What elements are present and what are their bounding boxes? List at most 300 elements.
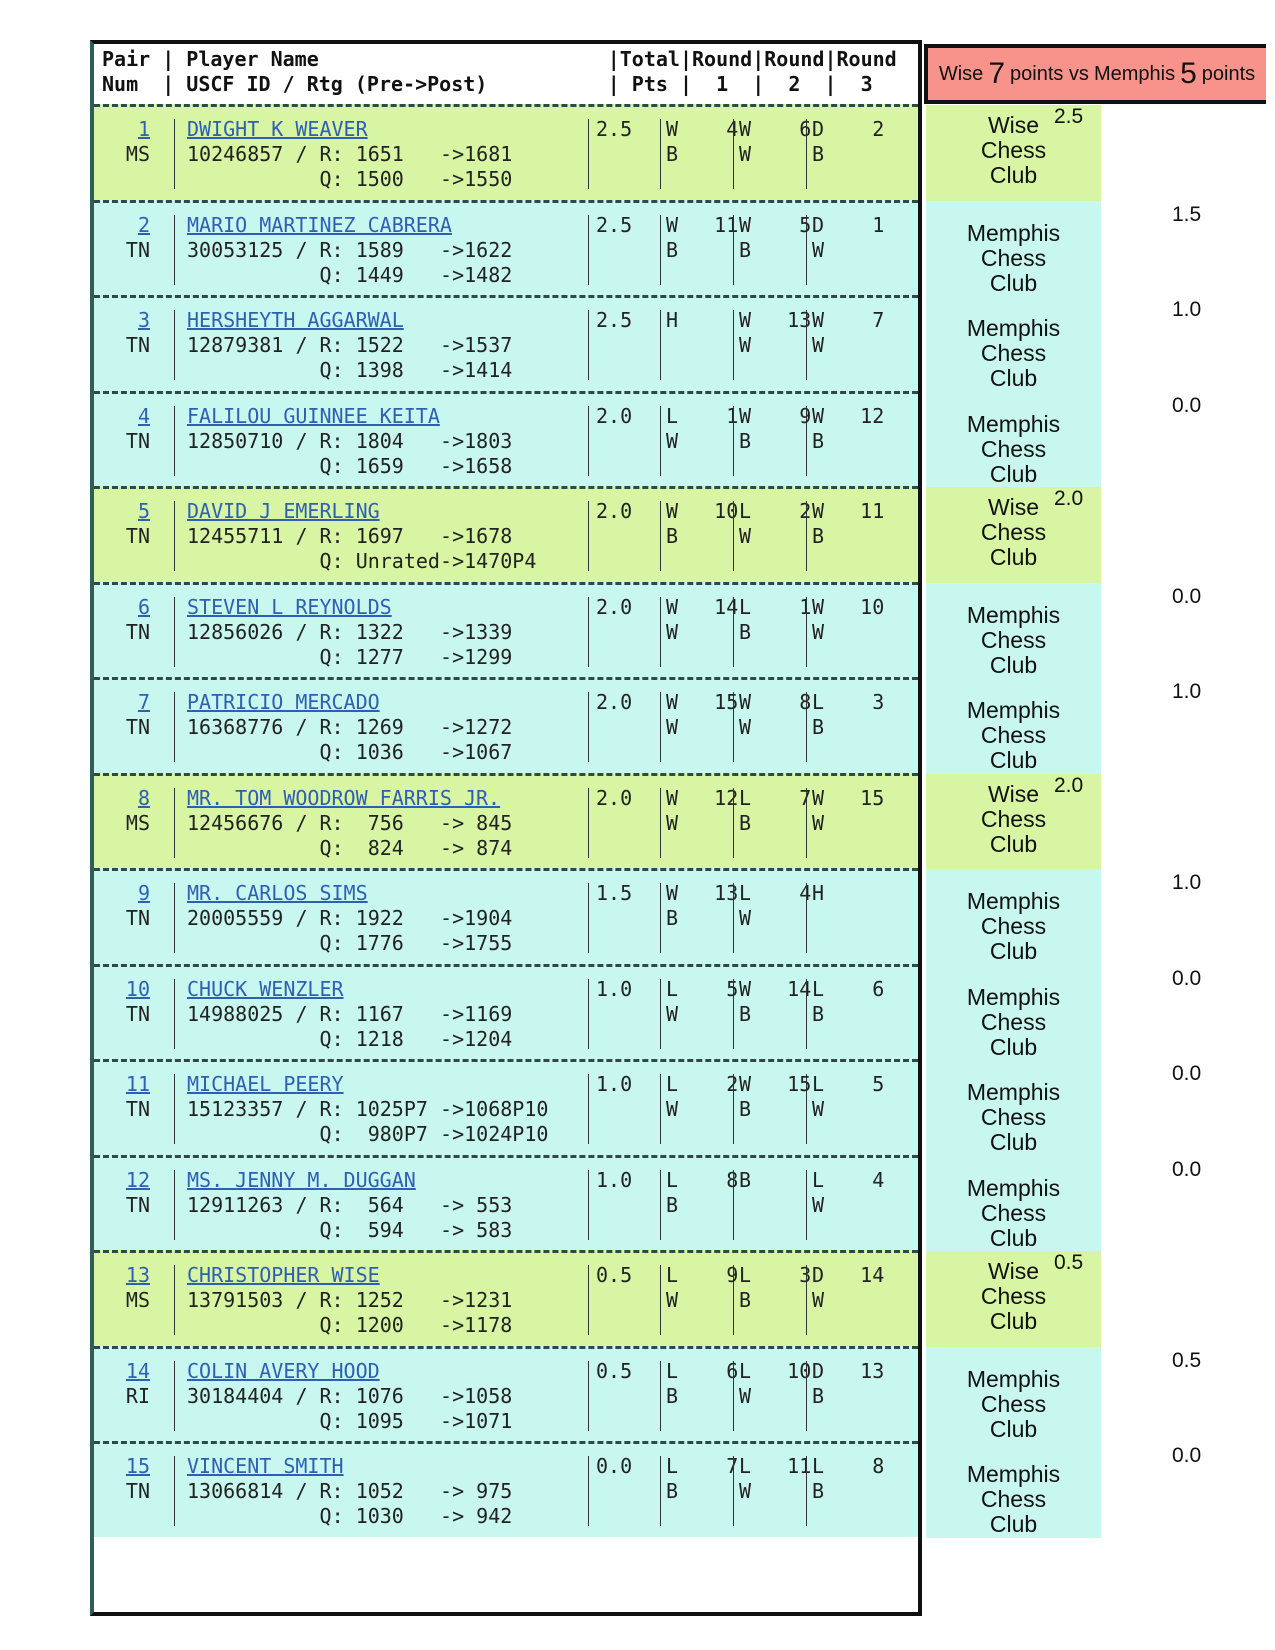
total-points: 2.5 <box>596 212 633 237</box>
column-separator <box>588 1265 589 1335</box>
player-state: TN <box>125 906 150 930</box>
rating-post: ->1537 <box>440 333 513 357</box>
rating-pre: 1252 <box>355 1288 404 1312</box>
club-name: Memphis Chess Club <box>966 888 1061 964</box>
column-separator <box>806 1074 807 1144</box>
quick-rating-post: ->1414 <box>440 358 513 382</box>
points-label: points <box>1201 62 1256 85</box>
rating-q-label: Q: <box>319 549 344 573</box>
round-1-result: W 15 <box>666 690 739 714</box>
player-name-link[interactable]: DAVID J EMERLING <box>187 499 380 523</box>
uscf-id: 12850710 <box>187 428 284 453</box>
rating-pre: 1052 <box>355 1479 404 1503</box>
rating-r-label: / R: <box>295 428 344 453</box>
rating-q-label: Q: <box>319 1313 344 1337</box>
pair-number-link[interactable]: 5 <box>137 499 150 523</box>
round-1-result: H <box>666 308 679 332</box>
quick-rating-post: ->1067 <box>440 740 513 764</box>
round-3-result: L 4 <box>812 1167 885 1192</box>
uscf-id: 10246857 <box>187 142 284 166</box>
round-3-result: W 15 <box>812 785 885 810</box>
rating-pre: 1651 <box>355 142 404 166</box>
player-state: TN <box>125 1001 150 1026</box>
round-3-color: W <box>812 619 825 644</box>
uscf-id: 13066814 <box>187 1479 284 1503</box>
pair-number-link[interactable]: 1 <box>137 117 150 141</box>
uscf-id: 12879381 <box>187 333 284 357</box>
player-name-link[interactable]: DWIGHT K WEAVER <box>187 117 368 141</box>
club-name: Memphis Chess Club <box>966 983 1061 1060</box>
club-cell <box>926 965 1101 1061</box>
column-separator <box>660 788 661 858</box>
player-name-link[interactable]: CHRISTOPHER WISE <box>187 1263 380 1287</box>
column-separator <box>806 1456 807 1526</box>
round-3-color: B <box>812 1383 825 1408</box>
rating-pre: 1025P7 <box>355 1097 428 1121</box>
total-points: 1.5 <box>596 881 633 905</box>
column-separator <box>806 883 807 953</box>
player-name-link[interactable]: MR. TOM WOODROW FARRIS JR. <box>187 785 501 810</box>
round-2-result: L 3 <box>739 1263 812 1287</box>
column-separator <box>733 1361 734 1431</box>
column-separator <box>174 1456 175 1526</box>
memphis-player-points: 0.0 <box>1172 393 1202 417</box>
round-2-color: W <box>739 715 752 739</box>
column-separator <box>660 597 661 667</box>
points-vs-label: points vs <box>1010 62 1089 85</box>
rating-q-label: Q: <box>319 1217 344 1242</box>
club-name: Memphis Chess Club <box>966 315 1061 391</box>
column-separator <box>733 597 734 667</box>
club-cell <box>926 1156 1101 1252</box>
player-name-link[interactable]: MARIO MARTINEZ CABRERA <box>187 212 452 237</box>
rating-pre: 564 <box>355 1192 404 1217</box>
quick-rating-pre: 1659 <box>355 453 404 478</box>
memphis-player-points: 1.0 <box>1172 298 1202 321</box>
table-row <box>94 295 918 391</box>
team-b-points: 5 <box>1180 57 1197 90</box>
column-separator <box>660 1456 661 1526</box>
column-separator <box>733 215 734 285</box>
round-1-color: B <box>666 1192 679 1217</box>
quick-rating-pre: 1449 <box>355 262 404 287</box>
player-name-link[interactable]: HERSHEYTH AGGARWAL <box>187 308 404 332</box>
rating-pre: 1804 <box>355 428 404 453</box>
round-2-result: W 5 <box>739 212 812 237</box>
round-2-color: W <box>739 1479 752 1503</box>
round-3-color: W <box>812 1097 825 1121</box>
round-2-result: L 2 <box>739 499 812 523</box>
rating-r-label: / R: <box>295 906 344 930</box>
round-1-result: L 8 <box>666 1167 739 1192</box>
round-3-color: W <box>812 1192 825 1217</box>
round-2-result: W 9 <box>739 403 812 428</box>
column-separator <box>588 406 589 476</box>
quick-rating-pre: 1500 <box>355 167 404 191</box>
table-row <box>94 486 918 582</box>
rating-r-label: / R: <box>295 810 344 835</box>
player-name-link[interactable]: MR. CARLOS SIMS <box>187 881 368 905</box>
pair-number-link[interactable]: 2 <box>137 212 150 237</box>
pair-number-link[interactable]: 15 <box>125 1454 150 1478</box>
club-name: Memphis Chess Club <box>966 410 1061 487</box>
club-cell <box>926 1442 1101 1538</box>
round-2-result: W 6 <box>739 117 812 141</box>
round-3-color: W <box>812 810 825 835</box>
rating-post: -> 553 <box>440 1192 513 1217</box>
total-points: 0.0 <box>596 1454 633 1478</box>
pair-number-link[interactable]: 10 <box>125 976 150 1001</box>
club-cell <box>926 1060 1101 1156</box>
memphis-player-points: 1.5 <box>1172 202 1202 226</box>
uscf-id: 30053125 <box>187 237 284 262</box>
club-cell <box>926 583 1101 679</box>
round-3-color: B <box>812 524 825 548</box>
player-state: MS <box>125 1288 150 1312</box>
rating-post: ->1681 <box>440 142 513 166</box>
wise-player-points: 2.0 <box>1054 773 1084 797</box>
round-1-result: L 7 <box>666 1454 739 1478</box>
column-separator <box>588 1456 589 1526</box>
column-separator <box>806 979 807 1049</box>
rating-pre: 756 <box>355 810 404 835</box>
total-points: 2.0 <box>596 690 633 714</box>
club-name: Memphis Chess Club <box>966 219 1061 296</box>
round-2-result: L 4 <box>739 881 812 905</box>
pair-number-link[interactable]: 14 <box>125 1358 150 1383</box>
column-separator <box>660 1170 661 1240</box>
round-2-color: W <box>739 524 752 548</box>
column-separator <box>660 1265 661 1335</box>
round-3-color: B <box>812 142 825 166</box>
column-separator <box>806 501 807 571</box>
total-points: 1.0 <box>596 976 633 1001</box>
total-points: 1.0 <box>596 1167 633 1192</box>
column-separator <box>806 1170 807 1240</box>
uscf-id: 14988025 <box>187 1001 284 1026</box>
round-3-result: D 1 <box>812 212 885 237</box>
round-1-color: W <box>666 1288 679 1312</box>
rating-r-label: / R: <box>295 524 344 548</box>
club-cell <box>926 1347 1101 1443</box>
column-separator <box>588 310 589 380</box>
column-separator <box>806 406 807 476</box>
player-state: MS <box>125 142 150 166</box>
rating-pre: 1167 <box>355 1001 404 1026</box>
uscf-id: 12456676 <box>187 810 284 835</box>
round-2-color: B <box>739 428 752 453</box>
column-separator <box>174 1170 175 1240</box>
round-3-result: D 13 <box>812 1358 885 1383</box>
rating-r-label: / R: <box>295 237 344 262</box>
rating-r-label: / R: <box>295 715 344 739</box>
quick-rating-post: ->1482 <box>440 262 513 287</box>
column-separator <box>174 310 175 380</box>
rating-q-label: Q: <box>319 167 344 191</box>
rating-q-label: Q: <box>319 262 344 287</box>
club-name: Wise Chess Club <box>980 494 1047 570</box>
memphis-player-points: 0.0 <box>1172 966 1202 990</box>
round-1-result: W 13 <box>666 881 739 905</box>
pair-number-link[interactable]: 4 <box>137 403 150 428</box>
pair-number-link[interactable]: 7 <box>137 690 150 714</box>
rating-r-label: / R: <box>295 142 344 166</box>
team-b-name: Memphis <box>1093 62 1176 85</box>
round-1-result: W 14 <box>666 594 739 619</box>
round-1-result: L 5 <box>666 976 739 1001</box>
uscf-id: 30184404 <box>187 1383 284 1408</box>
rating-pre: 1269 <box>355 715 404 739</box>
round-3-color: B <box>812 428 825 453</box>
pair-number-link[interactable]: 11 <box>125 1072 150 1096</box>
round-2-color: B <box>739 1097 752 1121</box>
uscf-id: 16368776 <box>187 715 284 739</box>
club-name: Wise Chess Club <box>980 780 1047 857</box>
table-row <box>94 677 918 773</box>
column-separator <box>733 119 734 189</box>
rating-q-label: Q: <box>319 1122 344 1146</box>
round-1-color: W <box>666 1001 679 1026</box>
column-separator <box>733 1170 734 1240</box>
column-separator <box>733 883 734 953</box>
round-3-result: L 5 <box>812 1072 885 1096</box>
round-2-result: L 10 <box>739 1358 812 1383</box>
club-name: Memphis Chess Club <box>966 1461 1061 1537</box>
player-name-link[interactable]: MICHAEL PEERY <box>187 1072 344 1096</box>
column-separator <box>660 1361 661 1431</box>
round-1-color: B <box>666 1479 679 1503</box>
column-separator <box>660 1074 661 1144</box>
table-row <box>94 1250 918 1346</box>
quick-rating-post: ->1470P4 <box>440 549 537 573</box>
quick-rating-pre: 1218 <box>355 1026 404 1051</box>
quick-rating-pre: Unrated <box>355 549 440 573</box>
wise-player-points: 0.5 <box>1054 1251 1084 1274</box>
player-state: TN <box>125 428 150 453</box>
column-separator <box>174 883 175 953</box>
memphis-player-points: 0.5 <box>1172 1348 1202 1372</box>
player-name-link[interactable]: VINCENT SMITH <box>187 1454 344 1478</box>
rating-post: ->1622 <box>440 237 513 262</box>
player-name-link[interactable]: CHUCK WENZLER <box>187 976 344 1001</box>
rating-q-label: Q: <box>319 1504 344 1528</box>
team-a-points: 7 <box>988 57 1005 90</box>
column-separator <box>733 310 734 380</box>
uscf-id: 12856026 <box>187 619 284 644</box>
player-state: TN <box>125 1479 150 1503</box>
column-separator <box>588 215 589 285</box>
quick-rating-post: ->1071 <box>440 1408 513 1433</box>
table-row <box>94 964 918 1060</box>
column-separator <box>588 692 589 762</box>
player-state: TN <box>125 237 150 262</box>
rating-r-label: / R: <box>295 1479 344 1503</box>
club-cell <box>926 201 1101 297</box>
round-1-color: B <box>666 906 679 930</box>
round-2-color: W <box>739 1383 752 1408</box>
round-2-result: L 11 <box>739 1454 812 1478</box>
table-row <box>94 868 918 964</box>
round-3-result: W 10 <box>812 594 885 619</box>
column-separator <box>733 1074 734 1144</box>
uscf-id: 15123357 <box>187 1097 284 1121</box>
pair-number-link[interactable]: 13 <box>125 1263 150 1287</box>
round-2-result: B <box>739 1167 752 1192</box>
standings-table <box>90 40 922 1616</box>
player-name-link[interactable]: COLIN AVERY HOOD <box>187 1358 380 1383</box>
column-separator <box>733 979 734 1049</box>
total-points: 1.0 <box>596 1072 633 1096</box>
quick-rating-post: -> 583 <box>440 1217 513 1242</box>
round-2-result: L 7 <box>739 785 812 810</box>
round-2-color: W <box>739 333 752 357</box>
column-separator <box>174 788 175 858</box>
round-3-result: L 8 <box>812 1454 885 1478</box>
table-row <box>94 200 918 296</box>
rating-r-label: / R: <box>295 333 344 357</box>
column-separator <box>806 788 807 858</box>
rating-r-label: / R: <box>295 1097 344 1121</box>
uscf-id: 20005559 <box>187 906 284 930</box>
total-points: 2.0 <box>596 403 633 428</box>
club-name: Wise Chess Club <box>980 1258 1047 1334</box>
column-separator <box>733 406 734 476</box>
table-row <box>94 1441 918 1537</box>
round-2-color: B <box>739 237 752 262</box>
player-state: TN <box>125 1192 150 1217</box>
player-name-link[interactable]: STEVEN L REYNOLDS <box>187 594 392 619</box>
table-row <box>94 1346 918 1442</box>
column-separator <box>660 215 661 285</box>
player-name-link[interactable]: FALILOU GUINNEE KEITA <box>187 403 440 428</box>
table-row <box>94 1155 918 1251</box>
round-3-color: B <box>812 1479 825 1503</box>
round-2-color: W <box>739 906 752 930</box>
table-row <box>94 391 918 487</box>
rating-q-label: Q: <box>319 358 344 382</box>
column-separator <box>733 788 734 858</box>
quick-rating-post: ->1024P10 <box>440 1122 549 1146</box>
round-2-color: W <box>739 142 752 166</box>
pair-number-link[interactable]: 6 <box>137 594 150 619</box>
column-separator <box>174 1361 175 1431</box>
round-1-color: W <box>666 1097 679 1121</box>
rating-post: -> 975 <box>440 1479 513 1503</box>
quick-rating-post: ->1755 <box>440 931 513 955</box>
club-name: Wise Chess Club <box>980 112 1047 188</box>
player-state: TN <box>125 715 150 739</box>
round-1-result: L 9 <box>666 1263 739 1287</box>
quick-rating-pre: 1200 <box>355 1313 404 1337</box>
round-1-result: W 10 <box>666 499 739 523</box>
column-separator <box>660 692 661 762</box>
column-separator <box>588 979 589 1049</box>
quick-rating-pre: 1398 <box>355 358 404 382</box>
quick-rating-pre: 1776 <box>355 931 404 955</box>
rating-post: ->1678 <box>440 524 513 548</box>
table-row <box>94 1059 918 1155</box>
column-separator <box>174 979 175 1049</box>
quick-rating-post: -> 942 <box>440 1504 513 1528</box>
round-2-result: W 14 <box>739 976 812 1001</box>
round-2-result: L 1 <box>739 594 812 619</box>
column-separator <box>733 692 734 762</box>
column-separator <box>588 501 589 571</box>
column-separator <box>588 883 589 953</box>
club-name: Memphis Chess Club <box>966 697 1061 773</box>
pair-number-link[interactable]: 12 <box>125 1167 150 1192</box>
round-3-color: B <box>812 715 825 739</box>
round-2-color: B <box>739 1288 752 1312</box>
column-separator <box>733 1456 734 1526</box>
round-3-color: W <box>812 237 825 262</box>
pair-number-link[interactable]: 8 <box>137 785 150 810</box>
club-name: Memphis Chess Club <box>966 1174 1061 1251</box>
round-1-result: W 4 <box>666 117 739 141</box>
column-separator <box>174 597 175 667</box>
round-1-result: L 2 <box>666 1072 739 1096</box>
round-3-result: W 11 <box>812 499 885 523</box>
round-1-result: W 11 <box>666 212 739 237</box>
rating-post: ->1231 <box>440 1288 513 1312</box>
quick-rating-post: -> 874 <box>440 835 513 860</box>
round-1-color: W <box>666 715 679 739</box>
table-row <box>94 104 918 200</box>
column-separator <box>806 215 807 285</box>
column-separator <box>806 310 807 380</box>
player-name-link[interactable]: MS. JENNY M. DUGGAN <box>187 1167 416 1192</box>
column-separator <box>588 1074 589 1144</box>
rating-r-label: / R: <box>295 1192 344 1217</box>
rating-pre: 1322 <box>355 619 404 644</box>
quick-rating-post: ->1204 <box>440 1026 513 1051</box>
column-separator <box>174 215 175 285</box>
column-separator <box>660 310 661 380</box>
column-separator <box>588 1170 589 1240</box>
total-points: 0.5 <box>596 1358 633 1383</box>
round-1-color: B <box>666 237 679 262</box>
quick-rating-pre: 980P7 <box>355 1122 428 1146</box>
rating-pre: 1076 <box>355 1383 404 1408</box>
uscf-id: 13791503 <box>187 1288 284 1312</box>
round-1-result: W 12 <box>666 785 739 810</box>
memphis-player-points: 1.0 <box>1172 871 1202 894</box>
pair-number-link[interactable]: 9 <box>137 881 150 905</box>
round-1-color: W <box>666 810 679 835</box>
column-separator <box>174 501 175 571</box>
quick-rating-post: ->1299 <box>440 644 513 669</box>
column-separator <box>660 501 661 571</box>
team-a-name: Wise <box>938 62 984 85</box>
round-3-result: W 12 <box>812 403 885 428</box>
player-state: MS <box>125 810 150 835</box>
column-separator <box>588 1361 589 1431</box>
wise-player-points: 2.0 <box>1054 487 1084 510</box>
round-1-color: W <box>666 619 679 644</box>
round-2-result: W 13 <box>739 308 812 332</box>
header-line-1: Pair | Player Name |Total|Round|Round|Round <box>102 47 897 71</box>
column-separator <box>588 597 589 667</box>
round-1-result: L 1 <box>666 403 739 428</box>
pair-number-link[interactable]: 3 <box>137 308 150 332</box>
club-column <box>926 105 1101 1615</box>
club-cell <box>926 296 1101 392</box>
round-1-color: B <box>666 1383 679 1408</box>
player-name-link[interactable]: PATRICIO MERCADO <box>187 690 380 714</box>
round-3-color: B <box>812 1001 825 1026</box>
memphis-player-points: 1.0 <box>1172 680 1202 703</box>
column-separator <box>806 597 807 667</box>
